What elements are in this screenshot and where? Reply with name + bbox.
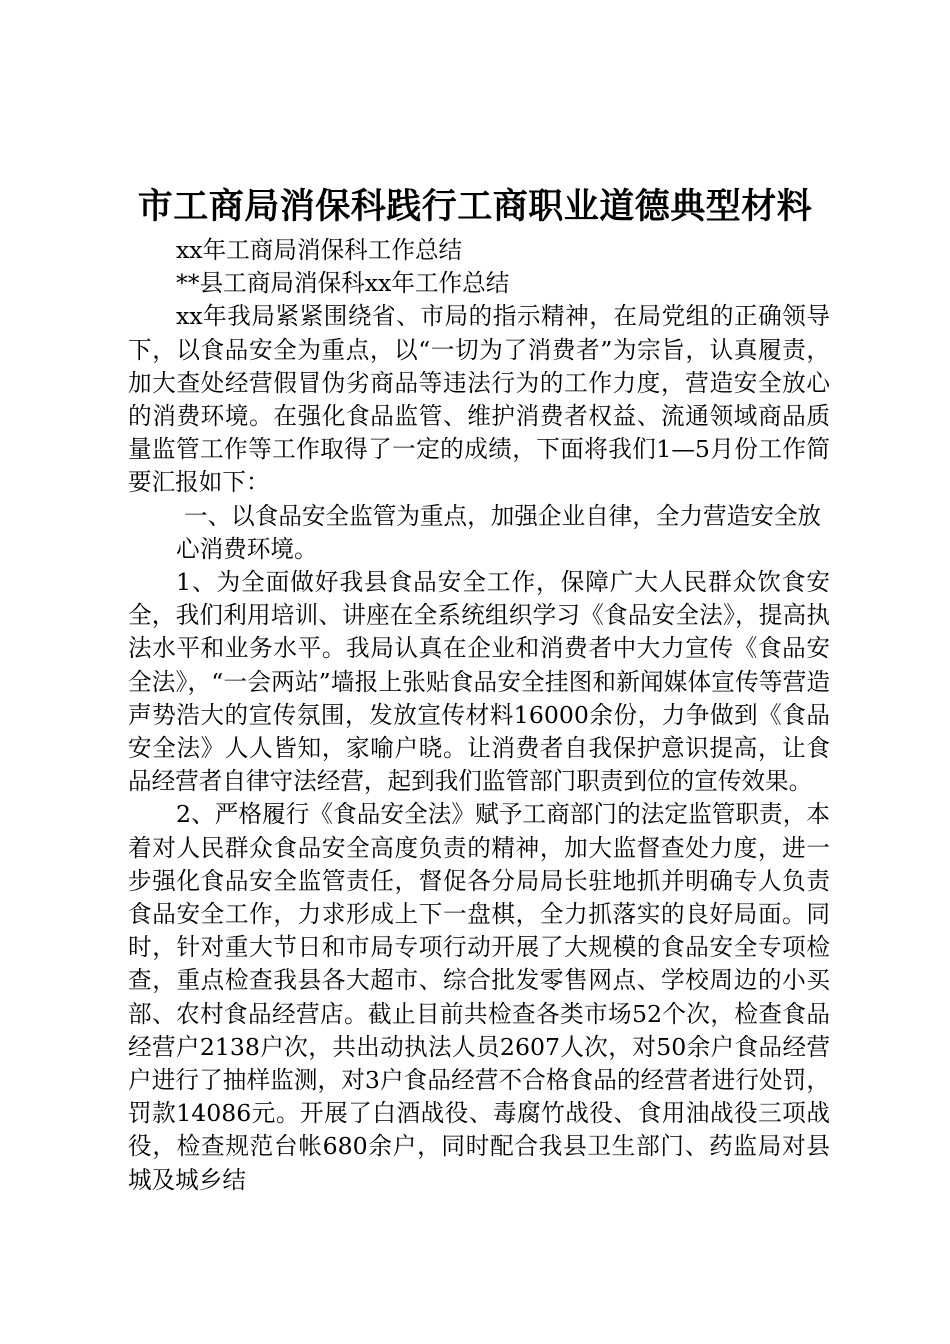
intro-paragraph: xx年我局紧紧围绕省、市局的指示精神，在局党组的正确领导下，以食品安全为重点，以“一切为了消费者”为宗旨，认真履责，加大查处经营假冒伪劣商品等违法行为的工作力度，营造安全放心的消费环境。在强化食品监管、维护消费者权益、流通领域商品质量监管工作等工作取得了一定的成绩，下面将我们1—5月份工作简要汇报如下： — [128, 302, 830, 497]
paragraph-item-1: 1、为全面做好我县食品安全工作，保障广大人民群众饮食安全，我们利用培训、讲座在全系统组织学习《食品安全法》，提高执法水平和业务水平。我局认真在企业和消费者中大力宣传《食品安全法》，“一会两站”墙报上张贴食品安全挂图和新闻媒体宣传等营造声势浩大的宣传氛围，发放宣传材料16000余份，力争做到《食品安全法》人人皆知，家喻户晓。让消费者自我保护意识提高，让食品经营者自律守法经营，起到我们监管部门职责到位的宣传效果。 — [128, 568, 830, 796]
paragraph-item-2: 2、严格履行《食品安全法》赋予工商部门的法定监管职责，本着对人民群众食品安全高度负责的精神，加大监督查处力度，进一步强化食品安全监管责任，督促各分局局长驻地抓并明确专人负责食品安全工作，力求形成上下一盘棋，全力抓落实的良好局面。同时，针对重大节日和市局专项行动开展了大规模的食品安全专项检查，重点检查我县各大超市、综合批发零售网点、学校周边的小买部、农村食品经营店。截止目前共检查各类市场52个次，检查食品经营户2138户次，共出动执法人员2607人次，对50余户食品经营户进行了抽样监测，对3户食品经营不合格食品的经营者进行处罚，罚款14086元。开展了白酒战役、毒腐竹战役、食用油战役三项战役，检查规范台帐680余户，同时配合我县卫生部门、药监局对县城及城乡结 — [128, 800, 830, 1194]
subtitle-line-2: **县工商局消保科xx年工作总结 — [176, 269, 510, 298]
document-title: 市工商局消保科践行工商职业道德典型材料 — [137, 186, 813, 227]
document-body — [128, 234, 830, 1197]
section-heading-1: 一、以食品安全监管为重点，加强企业自律，全力营造安全放 — [184, 501, 822, 530]
section-heading-1-continuation: 心消费环境。 — [176, 534, 318, 563]
subtitle-line-1: xx年工商局消保科工作总结 — [176, 236, 463, 264]
